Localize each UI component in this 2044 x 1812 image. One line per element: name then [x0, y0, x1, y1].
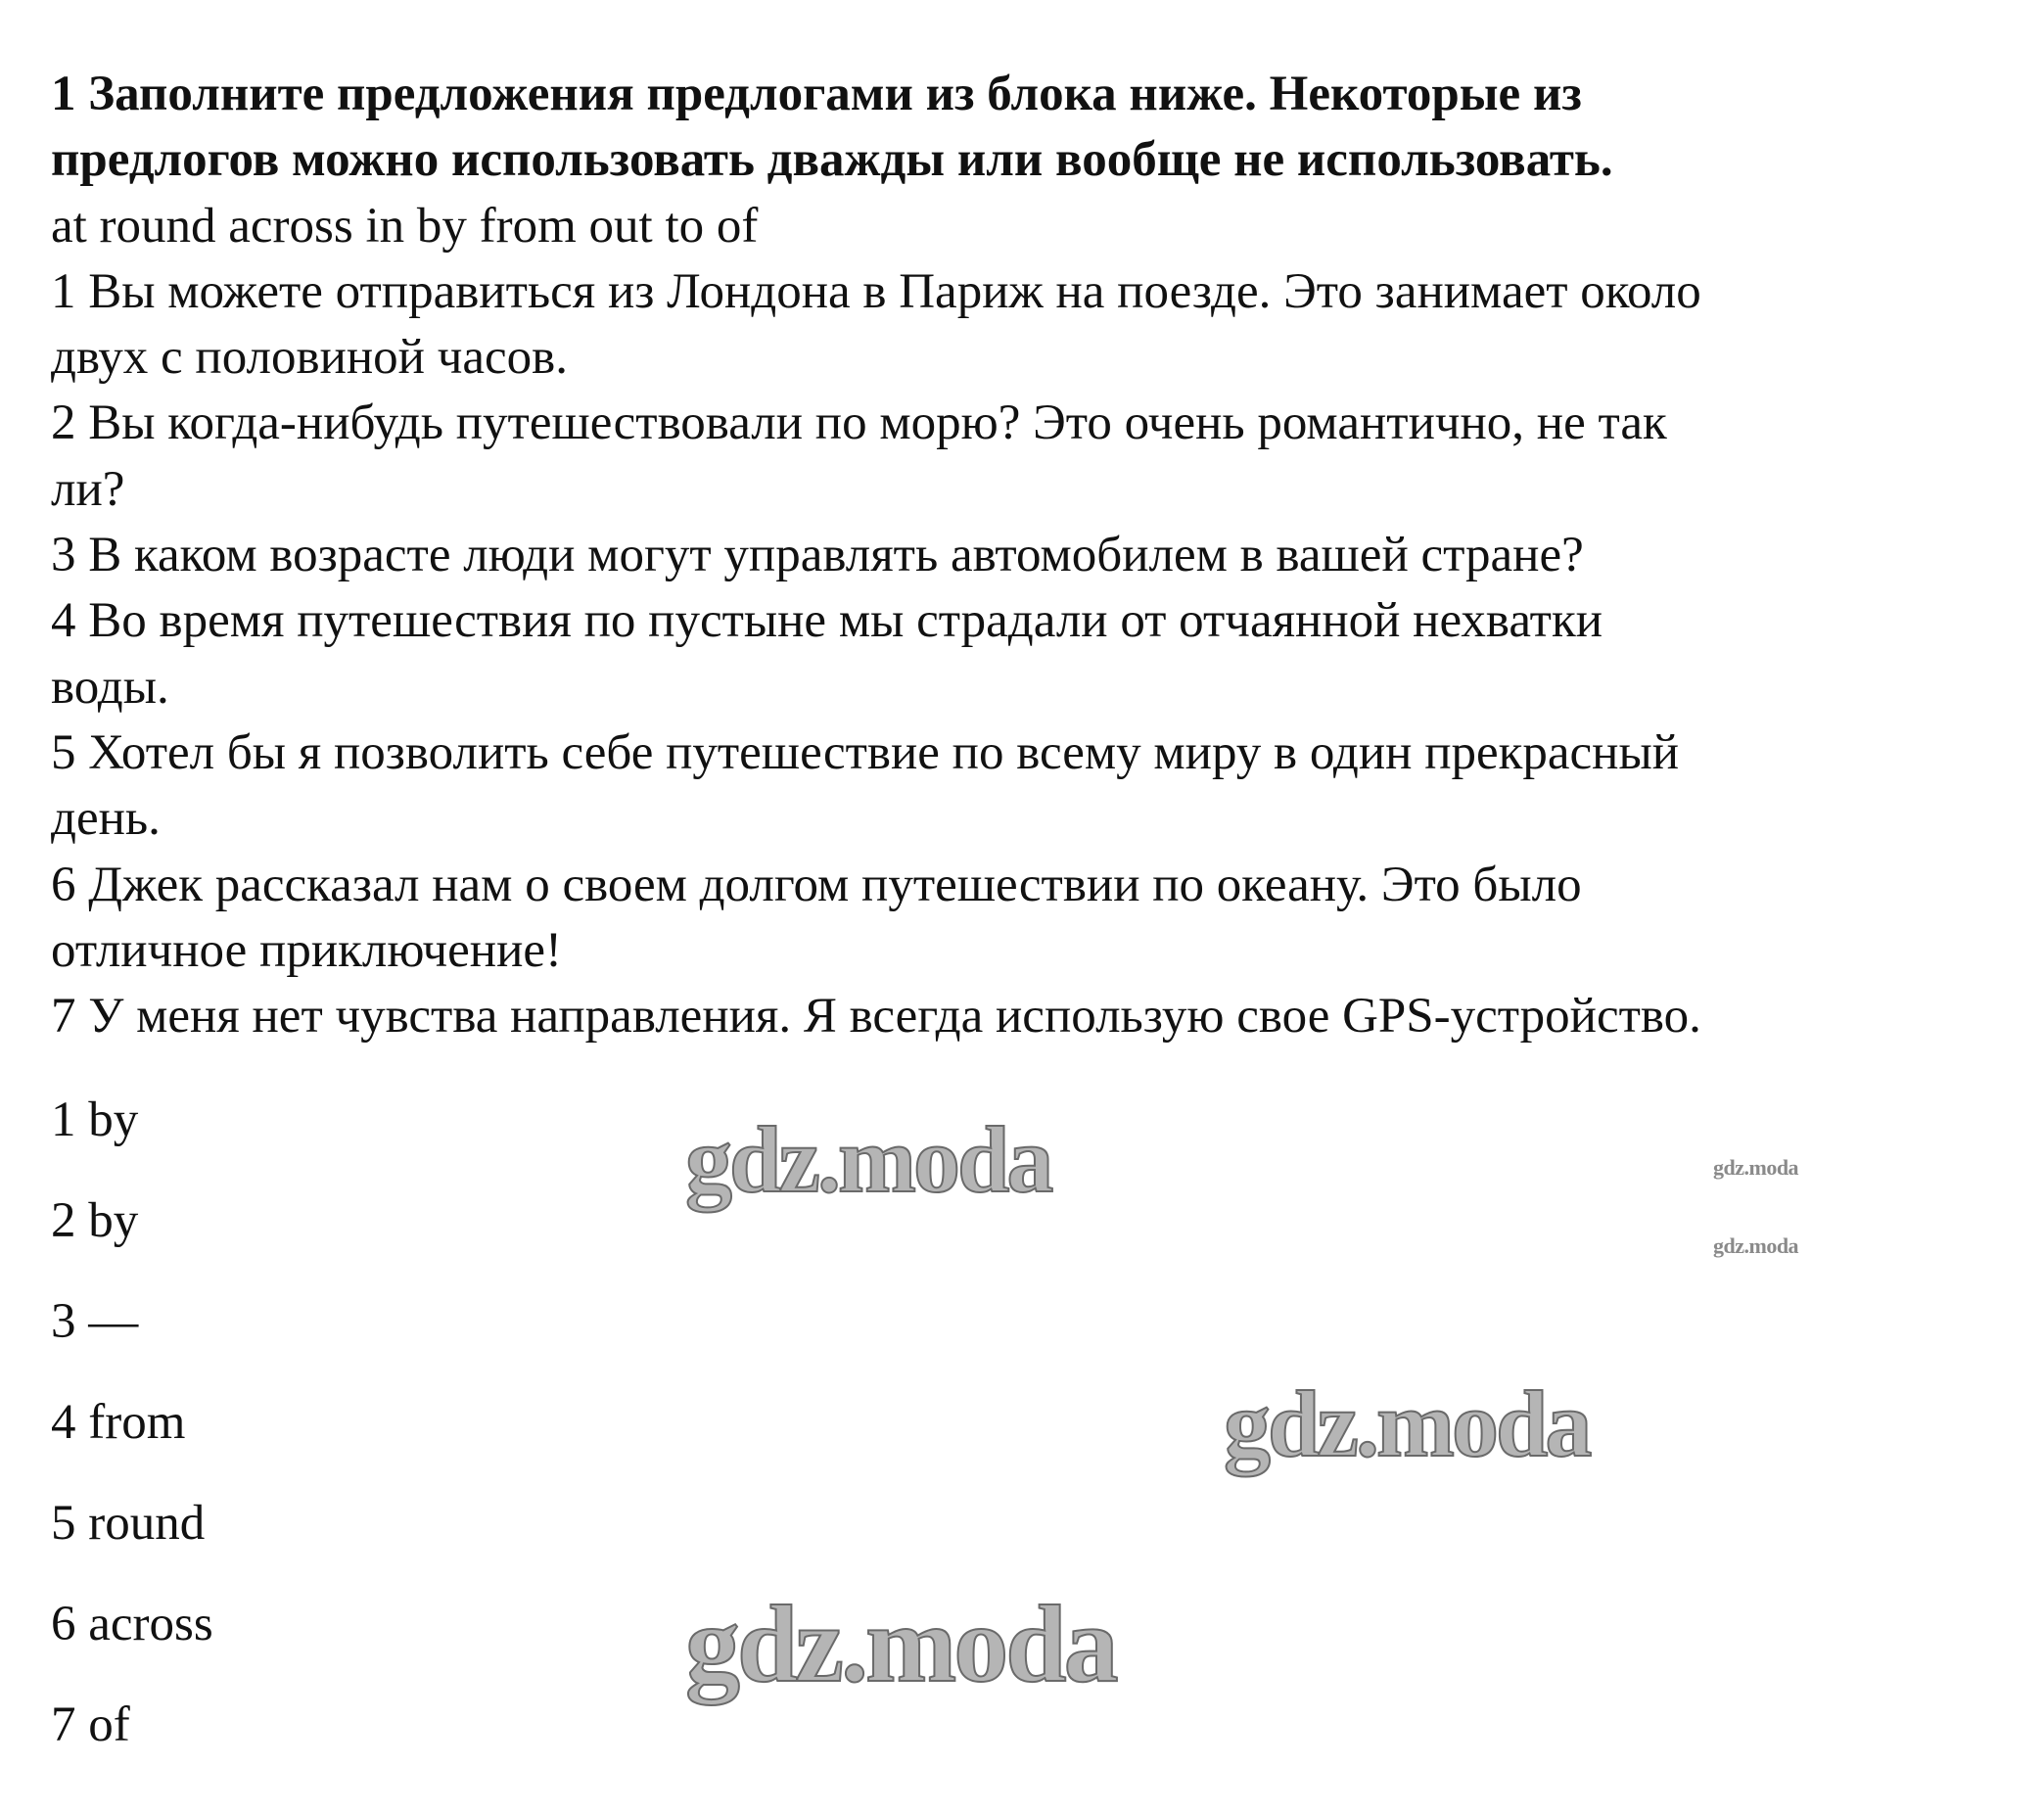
sentence-2-line-1: 2 Вы когда-нибудь путешествовали по морю? Это очень романтично, не так: [51, 395, 1667, 451]
sentence-5-line-1: 5 Хотел бы я позволить себе путешествие по всему миру в один прекрасный: [51, 724, 1680, 780]
answer-7: 7 of: [51, 1697, 130, 1752]
answer-3: 3 —: [51, 1294, 139, 1349]
answers-list: [51, 1087, 213, 1792]
sentence-1-line-2: двух с половиной часов.: [51, 330, 568, 386]
answer-1: 1 by: [51, 1092, 139, 1147]
answer-6: 6 across: [51, 1597, 213, 1651]
exercise-title-line-2: предлогов можно использовать дважды или вообще не использовать.: [51, 132, 1613, 188]
word-box: at round across in by from out to of: [51, 198, 759, 254]
answer-2: 2 by: [51, 1193, 139, 1248]
answer-5: 5 round: [51, 1496, 206, 1551]
answer-4: 4 from: [51, 1395, 186, 1450]
sentence-1-line-1: 1 Вы можете отправиться из Лондона в Париж на поезде. Это занимает около: [51, 263, 1701, 319]
watermark-large: gdz.moda: [685, 1107, 1051, 1212]
sentence-5-line-2: день.: [51, 791, 161, 847]
sentence-7: 7 У меня нет чувства направления. Я всегда использую свое GPS-устройство.: [51, 989, 1701, 1045]
sentence-4-line-2: воды.: [51, 659, 169, 715]
exercise-title-line-1: 1 Заполните предложения предлогами из блока ниже. Некоторые из: [51, 67, 1582, 121]
watermark-small: gdz.moda: [1713, 1155, 1799, 1180]
watermark-large: gdz.moda: [1224, 1371, 1590, 1476]
watermark-large: gdz.moda: [685, 1584, 1116, 1705]
sentence-6-line-1: 6 Джек рассказал нам о своем долгом путешествии по океану. Это было: [51, 857, 1582, 912]
sentence-2-line-2: ли?: [51, 461, 125, 517]
exercise-text: [51, 62, 2009, 1049]
sentence-4-line-1: 4 Во время путешествия по пустыне мы страдали от отчаянной нехватки: [51, 593, 1603, 649]
sentence-6-line-2: отличное приключение!: [51, 922, 563, 978]
sentence-3: 3 В каком возрасте люди могут управлять автомобилем в вашей стране?: [51, 528, 1584, 583]
watermark-small: gdz.moda: [1713, 1233, 1799, 1258]
